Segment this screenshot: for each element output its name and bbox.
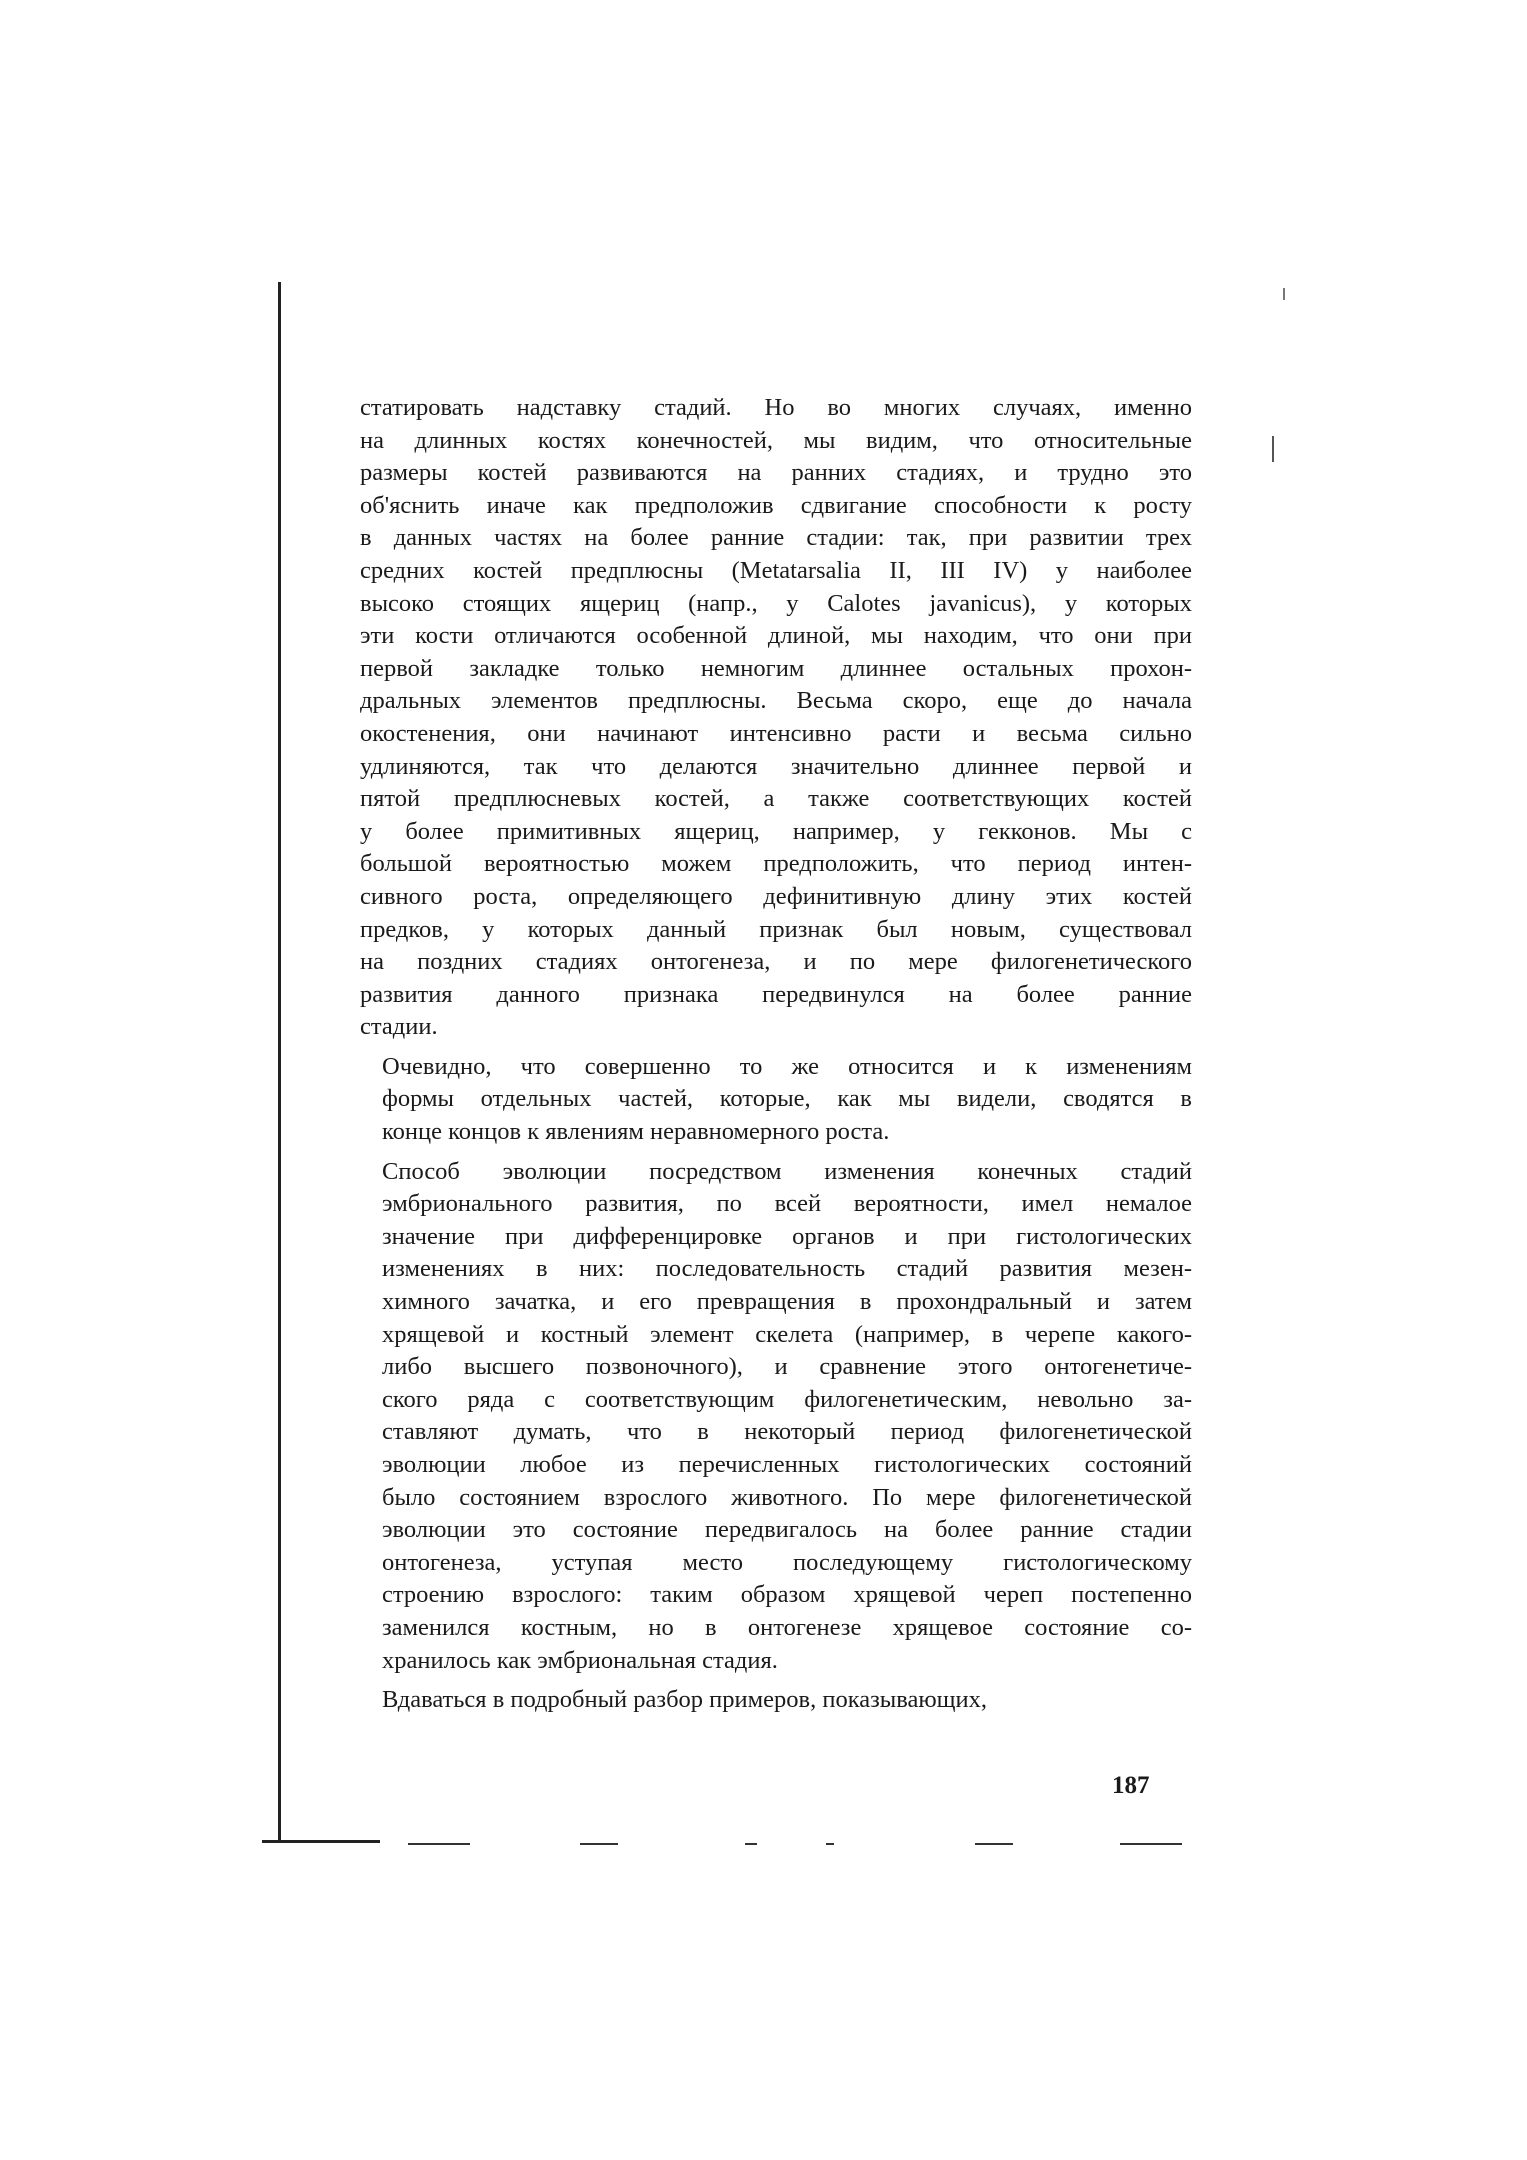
text-line: в данных частях на более ранние стадии: так, при развитии трех — [360, 524, 1192, 552]
text-line: дральных элементов предплюсны. Весьма скоро, еще до начала — [360, 687, 1192, 715]
text-line: большой вероятностью можем предположить, что период интен- — [360, 850, 1192, 878]
text-line: предков, у которых данный признак был новым, существовал — [360, 915, 1192, 943]
text-line: онтогенеза, уступая место последующему гистологическому — [382, 1548, 1192, 1576]
paragraph — [360, 1684, 1192, 1717]
text-line: эмбрионального развития, по всей вероятности, имел немалое — [382, 1190, 1192, 1218]
text-line: удлиняются, так что делаются значительно длиннее первой и — [360, 752, 1192, 780]
text-line: стадии. — [360, 1013, 438, 1041]
text-line: пятой предплюсневых костей, а также соответствующих костей — [360, 785, 1192, 813]
text-line: формы отдельных частей, которые, как мы видели, сводятся в — [382, 1085, 1192, 1113]
bottom-dash — [745, 1843, 757, 1845]
bottom-dash — [580, 1843, 618, 1845]
bottom-dash — [408, 1843, 470, 1845]
right-margin-tick — [1283, 288, 1285, 300]
right-margin-tick — [1272, 436, 1274, 462]
text-line: Очевидно, что совершенно то же относится и к изменениям — [382, 1052, 1192, 1080]
text-line: хрящевой и костный элемент скелета (например, в черепе какого- — [382, 1320, 1192, 1348]
page-number: 187 — [1112, 1772, 1150, 1799]
text-line: заменился костным, но в онтогенезе хрящевое состояние со- — [382, 1613, 1192, 1641]
text-line: эволюции это состояние передвигалось на более ранние стадии — [382, 1516, 1192, 1544]
text-line: конце концов к явлениям неравномерного роста. — [382, 1118, 890, 1146]
text-line: либо высшего позвоночного), и сравнение этого онтогенетиче- — [382, 1353, 1192, 1381]
text-line: на поздних стадиях онтогенеза, и по мере филогенетического — [360, 948, 1192, 976]
text-line: средних костей предплюсны (Metatarsalia II, III IV) у наиболее — [360, 556, 1192, 584]
text-line: значение при дифференцировке органов и при гистологических — [382, 1222, 1192, 1250]
text-line: эти кости отличаются особенной длиной, мы находим, что они при — [360, 622, 1192, 650]
text-line: хранилось как эмбриональная стадия. — [382, 1646, 778, 1674]
text-line: у более примитивных ящериц, например, у гекконов. Мы с — [360, 817, 1192, 845]
text-line: ставляют думать, что в некоторый период филогенетической — [382, 1418, 1192, 1446]
paragraph — [360, 1051, 1192, 1149]
text-line: первой закладке только немногим длиннее остальных прохон- — [360, 654, 1192, 682]
text-line: на длинных костях конечностей, мы видим, что относительные — [360, 426, 1192, 454]
text-line: было состоянием взрослого животного. По мере филогенетической — [382, 1483, 1192, 1511]
text-line: высоко стоящих ящериц (напр., у Calotes javanicus), у которых — [360, 589, 1192, 617]
paragraph — [360, 392, 1192, 1044]
text-line: Вдаваться в подробный разбор примеров, показывающих, — [382, 1686, 988, 1714]
text-line: сивного роста, определяющего дефинитивную длину этих костей — [360, 882, 1192, 910]
text-line: статировать надставку стадий. Но во многих случаях, именно — [360, 394, 1192, 421]
text-line: размеры костей развиваются на ранних стадиях, и трудно это — [360, 459, 1192, 487]
bottom-dash — [975, 1843, 1013, 1845]
bottom-dash — [1120, 1843, 1182, 1845]
text-line: ского ряда с соответствующим филогенетическим, невольно за- — [382, 1385, 1192, 1413]
bottom-dash — [826, 1843, 834, 1845]
paragraph — [360, 1156, 1192, 1678]
text-line: химного зачатка, и его превращения в прохондральный и затем — [382, 1288, 1192, 1316]
text-line: изменениях в них: последовательность стадий развития мезен- — [382, 1255, 1192, 1283]
text-line: эволюции любое из перечисленных гистологических состояний — [382, 1451, 1192, 1478]
text-line: об'яснить иначе как предположив сдвигание способности к росту — [360, 491, 1192, 519]
text-line: развития данного признака передвинулся на более ранние — [360, 980, 1192, 1008]
text-line: Способ эволюции посредством изменения конечных стадий — [382, 1157, 1192, 1185]
text-line: окостенения, они начинают интенсивно расти и весьма сильно — [360, 719, 1192, 747]
bottom-margin-rule — [262, 1840, 380, 1843]
page-body-text — [360, 392, 1192, 1724]
text-line: строению взрослого: таким образом хрящевой череп постепенно — [382, 1581, 1192, 1609]
left-margin-rule — [278, 282, 281, 1842]
